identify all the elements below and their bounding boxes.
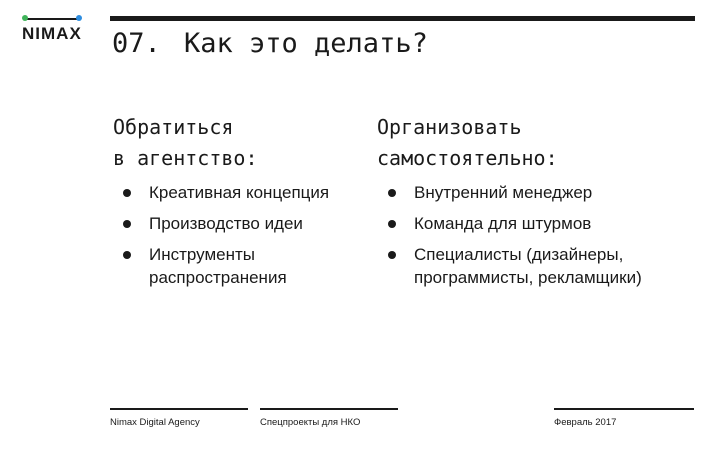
list-item (378, 181, 658, 204)
header-rule (110, 16, 695, 21)
left-heading-line1: Обратиться (113, 115, 234, 139)
logo-dot-right-icon (76, 15, 82, 21)
left-column-heading (113, 112, 258, 174)
bullet-icon (123, 189, 131, 197)
list-item (378, 243, 658, 289)
right-column-heading (377, 112, 558, 174)
nimax-logo (22, 14, 84, 44)
bullet-icon (388, 189, 396, 197)
list-item (378, 212, 658, 235)
bullet-icon (123, 220, 131, 228)
slide-number: 07. (112, 28, 161, 59)
footer-project: Спецпроекты для НКО (260, 417, 361, 428)
right-bullet-list (378, 181, 658, 297)
list-item (113, 243, 353, 289)
footer-company: Nimax Digital Agency (110, 417, 200, 428)
footer-date: Февраль 2017 (554, 417, 617, 428)
bullet-icon (123, 251, 131, 259)
footer-rule-company (110, 408, 248, 410)
list-item (113, 181, 353, 204)
list-item-text: Внутренний менеджер (414, 183, 593, 202)
right-heading-line1: Организовать (377, 115, 522, 139)
bullet-icon (388, 251, 396, 259)
left-heading-line2: в агентство: (113, 146, 258, 170)
right-heading-line2: самостоятельно: (377, 146, 558, 170)
bullet-icon (388, 220, 396, 228)
logo-dot-left-icon (22, 15, 28, 21)
left-bullet-list (113, 181, 353, 297)
slide-title (112, 28, 428, 59)
list-item-text: Инструменты распространения (149, 245, 287, 287)
footer-rule-project (260, 408, 398, 410)
footer-rule-date (554, 408, 694, 410)
list-item-text: Специалисты (дизайнеры, программисты, рекламщики) (414, 245, 642, 287)
list-item (113, 212, 353, 235)
slide-title-text: Как это делать? (184, 28, 428, 59)
list-item-text: Команда для штурмов (414, 214, 592, 233)
list-item-text: Креативная концепция (149, 183, 330, 202)
list-item-text: Производство идеи (149, 214, 303, 233)
logo-line (24, 18, 78, 20)
logo-text: NIMAX (22, 24, 82, 43)
